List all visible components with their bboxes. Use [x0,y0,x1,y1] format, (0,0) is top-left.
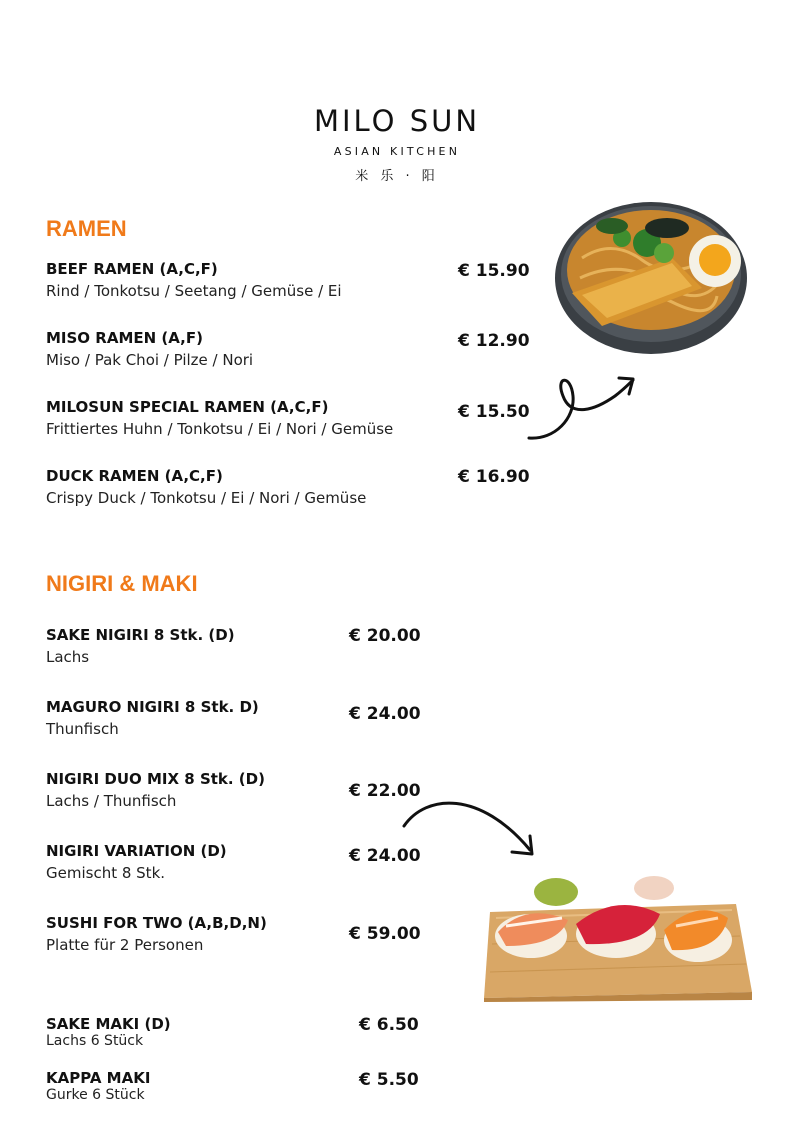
section-title-ramen: RAMEN [46,216,127,241]
item-price: € 22.00 [349,781,421,801]
item-name: DUCK RAMEN (A,C,F) [46,467,223,485]
decorative-arrow-icon [525,368,640,446]
item-price: € 24.00 [349,704,421,724]
menu-item-sake-maki [46,1015,171,1049]
menu-item-sushi-for-two [46,914,267,954]
decorative-arrow-icon [398,792,542,862]
item-name: MAGURO NIGIRI 8 Stk. D) [46,698,259,716]
brand-tagline: ASIAN KITCHEN [333,145,461,158]
item-desc: Miso / Pak Choi / Pilze / Nori [46,351,254,369]
item-name: NIGIRI VARIATION (D) [46,842,227,860]
item-price: € 15.50 [458,402,530,422]
item-price: € 6.50 [359,1015,419,1035]
item-desc: Lachs 6 Stück [46,1033,144,1049]
sushi-board-image [476,874,754,1004]
item-price: € 16.90 [458,467,530,487]
menu-item-beef-ramen [46,260,342,300]
menu-item-duck-ramen [46,467,366,507]
menu-item-sake-nigiri [46,626,235,666]
item-price: € 20.00 [349,626,421,646]
item-price: € 5.50 [359,1070,419,1090]
item-desc: Frittiertes Huhn / Tonkotsu / Ei / Nori / Gemüse [46,420,394,438]
brand-name: MILO SUN [313,104,481,138]
item-price: € 24.00 [349,846,421,866]
item-desc: Lachs [46,648,90,666]
item-desc: Gemischt 8 Stk. [46,864,166,882]
item-desc: Thunfisch [46,720,119,738]
item-name: MILOSUN SPECIAL RAMEN (A,C,F) [46,398,329,416]
item-price: € 15.90 [458,261,530,281]
item-price: € 59.00 [349,924,421,944]
item-name: MISO RAMEN (A,F) [46,329,203,347]
item-name: SUSHI FOR TWO (A,B,D,N) [46,914,267,932]
item-name: NIGIRI DUO MIX 8 Stk. (D) [46,770,265,788]
menu-item-nigiri-variation [46,842,227,882]
menu-item-nigiri-duo-mix [46,770,265,810]
item-desc: Crispy Duck / Tonkotsu / Ei / Nori / Gemüse [46,489,367,507]
item-name: BEEF RAMEN (A,C,F) [46,260,218,278]
item-desc: Gurke 6 Stück [46,1087,145,1103]
item-name: SAKE NIGIRI 8 Stk. (D) [46,626,235,644]
section-title-nigiri-maki: NIGIRI & MAKI [46,571,198,596]
item-desc: Lachs / Thunfisch [46,792,177,810]
item-name: SAKE MAKI (D) [46,1015,171,1033]
item-price: € 12.90 [458,331,530,351]
item-desc: Platte für 2 Personen [46,936,204,954]
menu-item-kappa-maki [46,1069,150,1103]
item-name: KAPPA MAKI [46,1069,151,1087]
ramen-bowl-image [552,198,750,358]
menu-item-maguro-nigiri [46,698,259,738]
item-desc: Rind / Tonkotsu / Seetang / Gemüse / Ei [46,282,342,300]
menu-item-miso-ramen [46,329,253,369]
menu-item-special-ramen [46,398,393,438]
brand-chinese: 米 乐 · 阳 [355,169,439,184]
